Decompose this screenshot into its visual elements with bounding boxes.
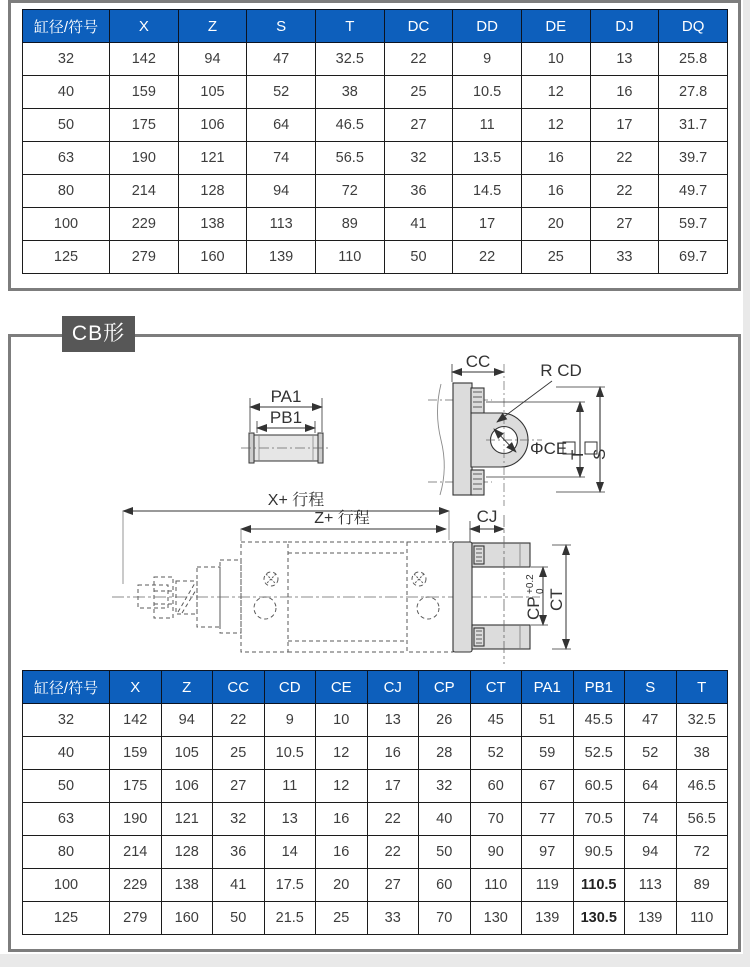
table-cell: 72 — [676, 836, 728, 869]
table-header-cell: DD — [453, 10, 522, 43]
table-cell: 21.5 — [264, 902, 316, 935]
table-header-cell: 缸径/符号 — [23, 10, 110, 43]
dim-label-z-stroke: Z+ 行程 — [314, 510, 370, 527]
table-cell: 32 — [23, 43, 110, 76]
table-cell: 60.5 — [573, 770, 625, 803]
table-cell: 142 — [110, 43, 179, 76]
table-cell: 12 — [316, 737, 368, 770]
table-cell: 32 — [23, 704, 110, 737]
table-header-cell: S — [625, 671, 677, 704]
table-cell: 11 — [264, 770, 316, 803]
dim-label-pa1: PA1 — [270, 387, 302, 406]
table-cell: 13 — [367, 704, 419, 737]
table-cell: 74 — [247, 142, 316, 175]
table-cell: 121 — [178, 142, 247, 175]
table-cell: 25 — [521, 241, 590, 274]
table-header-cell: DE — [521, 10, 590, 43]
table-cell: 100 — [23, 869, 110, 902]
table-cell: 59 — [522, 737, 574, 770]
table-cell: 10 — [521, 43, 590, 76]
table-cell: 69.7 — [659, 241, 728, 274]
table-cell: 190 — [110, 142, 179, 175]
table-row — [23, 836, 728, 869]
table-cell: 50 — [23, 109, 110, 142]
table-cell: 31.7 — [659, 109, 728, 142]
table-cell: 105 — [161, 737, 213, 770]
table-cell: 25 — [213, 737, 265, 770]
table-header-cell: PA1 — [522, 671, 574, 704]
table-cell: 106 — [161, 770, 213, 803]
table-cell: 50 — [213, 902, 265, 935]
table-row — [23, 76, 728, 109]
table-cell: 139 — [522, 902, 574, 935]
table-cell: 12 — [521, 109, 590, 142]
table-cell: 175 — [110, 770, 162, 803]
table-cell: 25 — [316, 902, 368, 935]
dim-label-s: S — [590, 448, 609, 460]
table-cell: 70 — [470, 803, 522, 836]
table-cell: 16 — [521, 175, 590, 208]
table-cell: 22 — [384, 43, 453, 76]
table-cell: 12 — [521, 76, 590, 109]
table-cell: 105 — [178, 76, 247, 109]
table-row — [23, 43, 728, 76]
table-cell: 72 — [315, 175, 384, 208]
table-cell: 89 — [315, 208, 384, 241]
table-row — [23, 208, 728, 241]
table-row — [23, 175, 728, 208]
dim-label-ct — [547, 588, 566, 611]
table-cell: 16 — [316, 836, 368, 869]
table-cell: 80 — [23, 175, 110, 208]
table-cell: 125 — [23, 902, 110, 935]
table-cell: 10.5 — [453, 76, 522, 109]
table-cell: 47 — [247, 43, 316, 76]
table-cell: 22 — [213, 704, 265, 737]
table-cell: 121 — [161, 803, 213, 836]
table-cell: 214 — [110, 836, 162, 869]
table-row — [23, 241, 728, 274]
table-cell: 51 — [522, 704, 574, 737]
table-cell: 41 — [384, 208, 453, 241]
table-header-cell: X — [110, 671, 162, 704]
table-header-cell: CT — [470, 671, 522, 704]
table-cell: 125 — [23, 241, 110, 274]
dim-label-rcd: R CD — [540, 361, 582, 380]
table-cell: 229 — [110, 208, 179, 241]
table-cell: 45.5 — [573, 704, 625, 737]
table-cell: 110 — [470, 869, 522, 902]
table-cell: 39.7 — [659, 142, 728, 175]
table-row — [23, 704, 728, 737]
table-cell: 9 — [264, 704, 316, 737]
table-header-cell: S — [247, 10, 316, 43]
table-cell: 64 — [247, 109, 316, 142]
table-cell: 14 — [264, 836, 316, 869]
table-cell: 94 — [247, 175, 316, 208]
table-cell: 46.5 — [676, 770, 728, 803]
table-header-cell: CP — [419, 671, 471, 704]
table-cell: 110 — [676, 902, 728, 935]
table-header-cell: CJ — [367, 671, 419, 704]
table-cell: 106 — [178, 109, 247, 142]
table-cell: 13.5 — [453, 142, 522, 175]
table-cell: 63 — [23, 142, 110, 175]
table-header-row — [23, 671, 728, 704]
table-row — [23, 869, 728, 902]
table-cell: 46.5 — [315, 109, 384, 142]
spec-table-top — [22, 9, 728, 274]
table-cell: 130.5 — [573, 902, 625, 935]
table-cell: 63 — [23, 803, 110, 836]
table-cell: 27 — [213, 770, 265, 803]
table-cell: 138 — [178, 208, 247, 241]
svg-text:CT: CT — [547, 588, 566, 611]
dim-label-pb1: PB1 — [269, 408, 303, 427]
table-cell: 10.5 — [264, 737, 316, 770]
table-cell: 22 — [590, 142, 659, 175]
table-cell: 10 — [316, 704, 368, 737]
table-header-cell: Z — [178, 10, 247, 43]
table-cell: 56.5 — [676, 803, 728, 836]
table-cell: 279 — [110, 241, 179, 274]
table-cell: 56.5 — [315, 142, 384, 175]
table-cell: 32 — [419, 770, 471, 803]
table-cell: 33 — [590, 241, 659, 274]
section-label-cb: CB形 — [62, 316, 135, 352]
table-cell: 128 — [178, 175, 247, 208]
cb-technical-drawing — [0, 348, 750, 670]
table-cell: 59.7 — [659, 208, 728, 241]
table-cell: 45 — [470, 704, 522, 737]
table-cell: 175 — [110, 109, 179, 142]
table-cell: 139 — [247, 241, 316, 274]
table-cell: 50 — [419, 836, 471, 869]
table-cell: 159 — [110, 76, 179, 109]
table-cell: 17 — [453, 208, 522, 241]
dim-label-x-stroke: X+ 行程 — [267, 492, 325, 509]
table-cell: 27.8 — [659, 76, 728, 109]
table-row — [23, 902, 728, 935]
table-cell: 40 — [23, 76, 110, 109]
table-cell: 40 — [419, 803, 471, 836]
table-cell: 38 — [315, 76, 384, 109]
table-cell: 159 — [110, 737, 162, 770]
table-header-cell: DQ — [659, 10, 728, 43]
table-cell: 214 — [110, 175, 179, 208]
top-table-frame — [8, 0, 741, 291]
table-cell: 64 — [625, 770, 677, 803]
table-cell: 16 — [367, 737, 419, 770]
table-header-cell: CD — [264, 671, 316, 704]
table-cell: 27 — [384, 109, 453, 142]
cylinder-side-view — [112, 491, 571, 664]
table-cell: 113 — [625, 869, 677, 902]
table-cell: 17 — [590, 109, 659, 142]
table-cell: 130 — [470, 902, 522, 935]
table-header-cell: 缸径/符号 — [23, 671, 110, 704]
table-cell: 47 — [625, 704, 677, 737]
table-cell: 36 — [384, 175, 453, 208]
table-header-cell: CC — [213, 671, 265, 704]
spec-table-cb — [22, 670, 728, 935]
table-cell: 70 — [419, 902, 471, 935]
table-cell: 16 — [590, 76, 659, 109]
table-cell: 32.5 — [676, 704, 728, 737]
table-cell: 94 — [625, 836, 677, 869]
table-cell: 13 — [590, 43, 659, 76]
table-header-cell: DC — [384, 10, 453, 43]
table-cell: 67 — [522, 770, 574, 803]
table-cell: 25.8 — [659, 43, 728, 76]
pin-drawing — [241, 387, 331, 463]
table-header-cell: X — [110, 10, 179, 43]
table-cell: 77 — [522, 803, 574, 836]
table-cell: 49.7 — [659, 175, 728, 208]
table-row — [23, 737, 728, 770]
table-cell: 17 — [367, 770, 419, 803]
table-cell: 94 — [178, 43, 247, 76]
table-cell: 50 — [384, 241, 453, 274]
table-cell: 22 — [453, 241, 522, 274]
table-cell: 100 — [23, 208, 110, 241]
table-cell: 32 — [213, 803, 265, 836]
table-cell: 94 — [161, 704, 213, 737]
table-cell: 14.5 — [453, 175, 522, 208]
table-cell: 25 — [384, 76, 453, 109]
dim-label-cj: CJ — [476, 507, 498, 526]
table-cell: 70.5 — [573, 803, 625, 836]
table-cell: 32.5 — [315, 43, 384, 76]
svg-text:0: 0 — [535, 588, 546, 594]
table-cell: 74 — [625, 803, 677, 836]
table-header-cell: CE — [316, 671, 368, 704]
table-cell: 36 — [213, 836, 265, 869]
table-cell: 22 — [367, 803, 419, 836]
table-header-cell: PB1 — [573, 671, 625, 704]
table-cell: 40 — [23, 737, 110, 770]
table-header-cell: T — [676, 671, 728, 704]
table-cell: 60 — [470, 770, 522, 803]
table-cell: 52 — [470, 737, 522, 770]
table-cell: 139 — [625, 902, 677, 935]
table-cell: 60 — [419, 869, 471, 902]
table-cell: 110 — [315, 241, 384, 274]
dim-label-t: T — [568, 449, 587, 460]
table-cell: 16 — [521, 142, 590, 175]
table-header-cell: DJ — [590, 10, 659, 43]
table-cell: 20 — [316, 869, 368, 902]
table-row — [23, 142, 728, 175]
table-cell: 119 — [522, 869, 574, 902]
svg-text:+0.2: +0.2 — [525, 574, 536, 594]
table-cell: 90.5 — [573, 836, 625, 869]
table-cell: 38 — [676, 737, 728, 770]
svg-text:CP: CP — [524, 596, 543, 620]
table-cell: 22 — [590, 175, 659, 208]
table-cell: 160 — [161, 902, 213, 935]
table-cell: 50 — [23, 770, 110, 803]
table-cell: 12 — [316, 770, 368, 803]
table-cell: 22 — [367, 836, 419, 869]
table-row — [23, 109, 728, 142]
table-cell: 142 — [110, 704, 162, 737]
table-cell: 229 — [110, 869, 162, 902]
table-cell: 190 — [110, 803, 162, 836]
table-row — [23, 770, 728, 803]
table-cell: 279 — [110, 902, 162, 935]
table-header-cell: Z — [161, 671, 213, 704]
table-cell: 33 — [367, 902, 419, 935]
table-cell: 28 — [419, 737, 471, 770]
table-cell: 128 — [161, 836, 213, 869]
table-cell: 80 — [23, 836, 110, 869]
table-cell: 97 — [522, 836, 574, 869]
table-cell: 113 — [247, 208, 316, 241]
table-cell: 26 — [419, 704, 471, 737]
table-cell: 20 — [521, 208, 590, 241]
table-cell: 16 — [316, 803, 368, 836]
clevis-end-view — [428, 352, 609, 506]
table-cell: 160 — [178, 241, 247, 274]
table-cell: 27 — [590, 208, 659, 241]
table-cell: 90 — [470, 836, 522, 869]
table-cell: 52 — [625, 737, 677, 770]
table-cell: 13 — [264, 803, 316, 836]
table-cell: 52.5 — [573, 737, 625, 770]
dim-label-phi-ce: ΦCE — [530, 439, 568, 458]
table-cell: 89 — [676, 869, 728, 902]
table-cell: 27 — [367, 869, 419, 902]
table-cell: 32 — [384, 142, 453, 175]
table-cell: 138 — [161, 869, 213, 902]
table-header-row — [23, 10, 728, 43]
table-cell: 17.5 — [264, 869, 316, 902]
table-cell: 52 — [247, 76, 316, 109]
table-row — [23, 803, 728, 836]
table-cell: 110.5 — [573, 869, 625, 902]
table-cell: 11 — [453, 109, 522, 142]
dim-label-cc: CC — [465, 352, 491, 371]
table-header-cell: T — [315, 10, 384, 43]
table-cell: 41 — [213, 869, 265, 902]
table-cell: 9 — [453, 43, 522, 76]
